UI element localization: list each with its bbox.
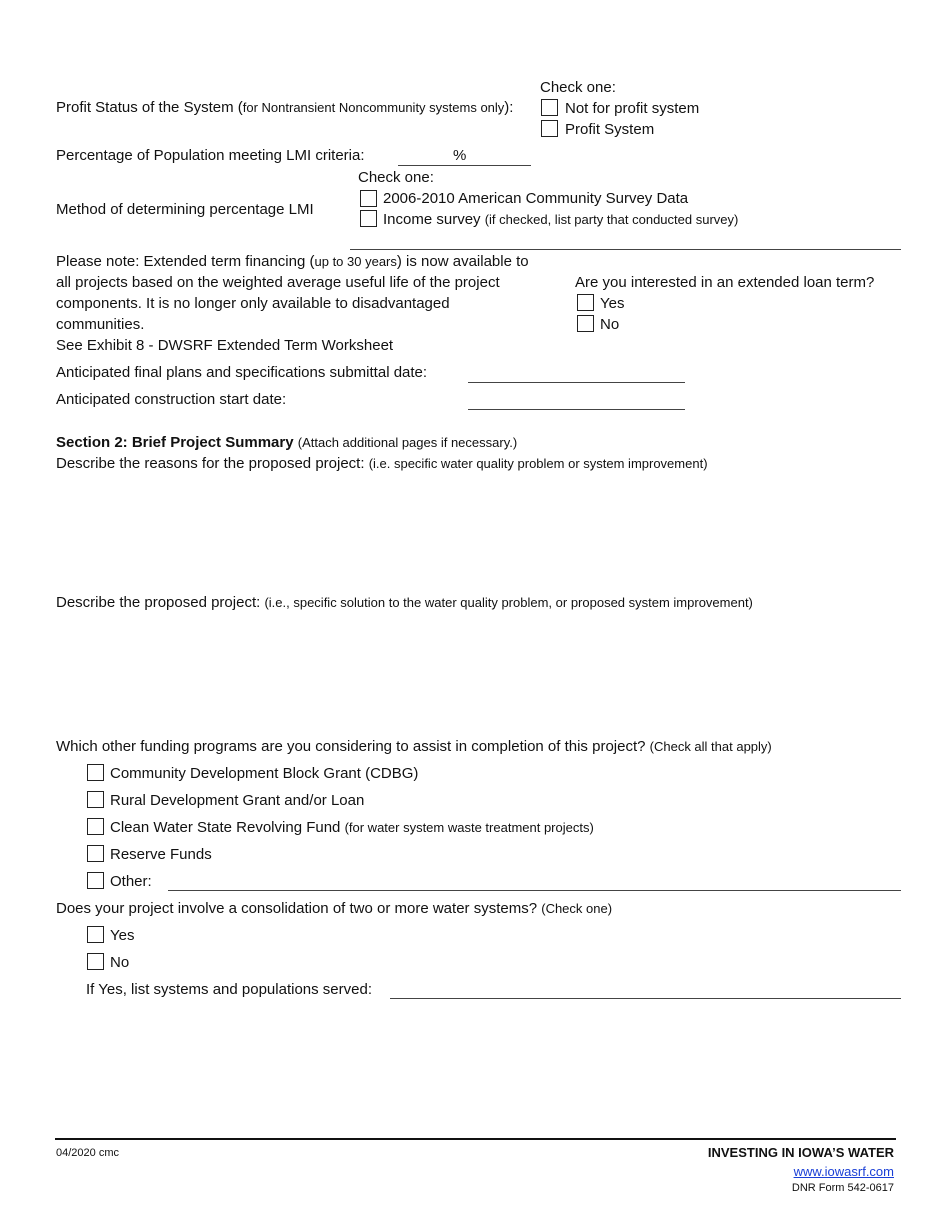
extended-note-line4: communities. [56, 316, 145, 333]
footer-rule [55, 1138, 896, 1140]
footer-tagline: INVESTING IN IOWA’S WATER [707, 1145, 894, 1160]
not-for-profit-checkbox[interactable] [541, 99, 558, 116]
consolidation-no-checkbox[interactable] [87, 953, 104, 970]
section2-title [56, 435, 517, 450]
consolidation-list-field[interactable] [390, 998, 901, 999]
lmi-percent-sign: % [453, 147, 467, 164]
construction-date-field[interactable] [468, 409, 685, 410]
extended-note-line1-a: Please note: Extended term financing ( [56, 253, 315, 270]
income-survey-checkbox[interactable] [360, 210, 377, 227]
acs-data-checkbox[interactable] [360, 190, 377, 207]
extended-loan-yes-label: Yes [600, 295, 625, 312]
profit-status-label [56, 100, 513, 115]
extended-loan-no-checkbox[interactable] [577, 315, 594, 332]
funding-question-text: Which other funding programs are you considering to assist in completion of this project? [56, 738, 646, 755]
profit-status-check-one: Check one: [540, 79, 616, 96]
income-survey-label [383, 212, 738, 227]
reasons-label [56, 456, 708, 471]
extended-note-exhibit: See Exhibit 8 - DWSRF Extended Term Worksheet [56, 337, 394, 354]
profit-system-label: Profit System [565, 121, 655, 138]
project-textarea[interactable] [56, 615, 901, 730]
method-label: Method of determining percentage LMI [56, 201, 314, 218]
consolidation-list-label: If Yes, list systems and populations served: [86, 981, 372, 998]
reasons-textarea[interactable] [56, 476, 901, 586]
consolidation-no-label: No [110, 954, 130, 971]
cwsrf-label-text: Clean Water State Revolving Fund [110, 819, 341, 836]
consolidation-yes-checkbox[interactable] [87, 926, 104, 943]
other-funding-label: Other: [110, 873, 152, 890]
extended-note-line1-small: up to 30 years [314, 254, 397, 269]
consolidation-question [56, 901, 612, 916]
consolidation-question-note: (Check one) [541, 901, 613, 916]
plans-date-field[interactable] [468, 382, 685, 383]
reasons-label-text: Describe the reasons for the proposed project: [56, 455, 365, 472]
extended-loan-no-label: No [600, 316, 620, 333]
rural-development-checkbox[interactable] [87, 791, 104, 808]
income-survey-note: (if checked, list party that conducted survey) [484, 212, 739, 227]
extended-loan-question: Are you interested in an extended loan term? [575, 274, 875, 291]
section2-title-text: Section 2: Brief Project Summary [56, 434, 294, 451]
reserve-funds-checkbox[interactable] [87, 845, 104, 862]
consolidation-question-text: Does your project involve a consolidation of two or more water systems? [56, 900, 538, 917]
profit-status-label-text: Profit Status of the System ( [56, 99, 243, 116]
funding-question [56, 739, 772, 754]
profit-status-label-note: for Nontransient Noncommunity systems only [242, 100, 505, 115]
extended-note-line2: all projects based on the weighted average useful life of the project [56, 274, 500, 291]
income-survey-party-field[interactable] [350, 249, 901, 250]
construction-date-label: Anticipated construction start date: [56, 391, 287, 408]
section2-title-note: (Attach additional pages if necessary.) [297, 435, 518, 450]
footer-form-number: DNR Form 542-0617 [791, 1182, 894, 1194]
project-label [56, 595, 753, 610]
funding-question-note: (Check all that apply) [649, 739, 772, 754]
extended-note-line1-b: ) is now available to [396, 253, 529, 270]
project-label-note: (i.e., specific solution to the water quality problem, or proposed system improvement) [264, 595, 753, 610]
other-funding-checkbox[interactable] [87, 872, 104, 889]
extended-note-line3: components. It is no longer only available to disadvantaged [56, 295, 450, 312]
extended-loan-yes-checkbox[interactable] [577, 294, 594, 311]
lmi-label: Percentage of Population meeting LMI criteria: [56, 147, 365, 164]
footer-form-code: 04/2020 cmc [56, 1147, 119, 1159]
reasons-label-note: (i.e. specific water quality problem or system improvement) [368, 456, 708, 471]
profit-status-label-end: ): [504, 99, 514, 116]
cwsrf-label-note: (for water system waste treatment projects) [344, 820, 594, 835]
cwsrf-label [110, 820, 594, 835]
project-label-text: Describe the proposed project: [56, 594, 261, 611]
extended-note-line1 [56, 254, 529, 269]
plans-date-label: Anticipated final plans and specifications submittal date: [56, 364, 428, 381]
cwsrf-checkbox[interactable] [87, 818, 104, 835]
method-check-one: Check one: [358, 169, 434, 186]
not-for-profit-label: Not for profit system [565, 100, 700, 117]
consolidation-yes-label: Yes [110, 927, 135, 944]
other-funding-field[interactable] [168, 890, 901, 891]
profit-system-checkbox[interactable] [541, 120, 558, 137]
reserve-funds-label: Reserve Funds [110, 846, 212, 863]
cdbg-label: Community Development Block Grant (CDBG) [110, 765, 419, 782]
income-survey-text: Income survey [383, 211, 481, 228]
lmi-percent-field[interactable] [398, 165, 531, 166]
acs-data-label: 2006-2010 American Community Survey Data [383, 190, 689, 207]
footer-website-link[interactable]: www.iowasrf.com [793, 1164, 894, 1179]
rural-development-label: Rural Development Grant and/or Loan [110, 792, 365, 809]
cdbg-checkbox[interactable] [87, 764, 104, 781]
